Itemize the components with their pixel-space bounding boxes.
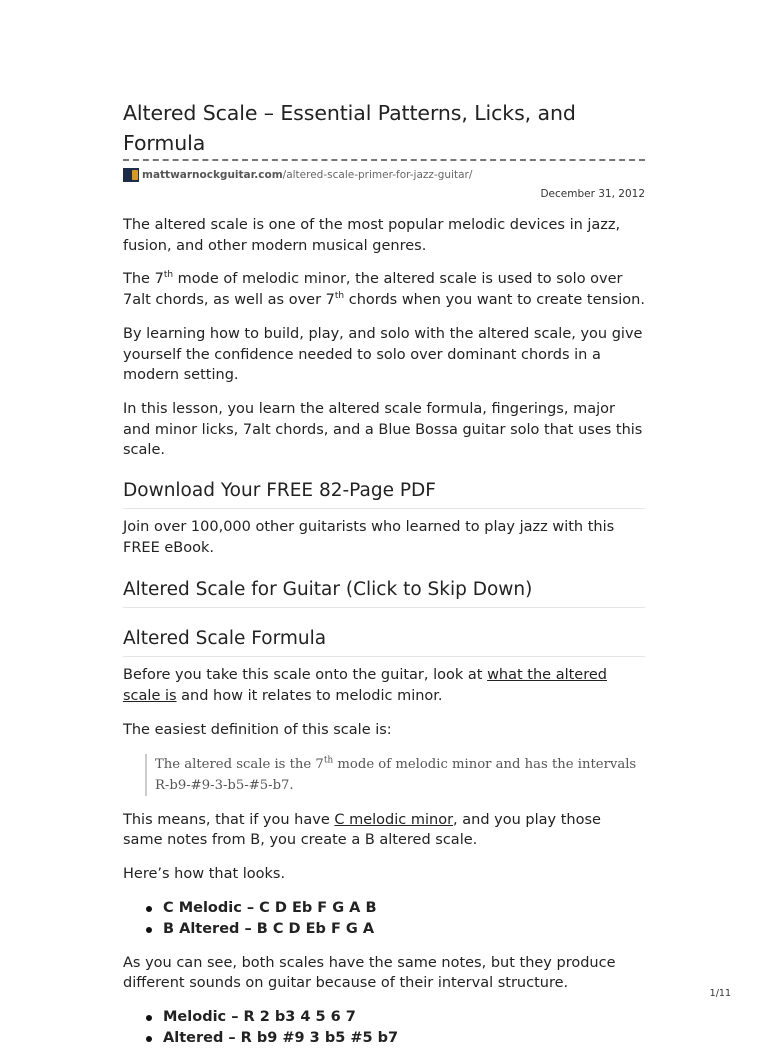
formula-paragraph-3: This means, that if you have C melodic minor, and you play those same notes from B, you create a B altered scale.: [123, 811, 601, 849]
download-heading: Download Your FREE 82-Page PDF: [123, 478, 645, 509]
site-favicon-icon: [123, 168, 139, 182]
intro-paragraph-3: By learning how to build, play, and solo with the altered scale, you give yourself the confidence needed to solo over dominant chords in a modern setting.: [123, 325, 643, 384]
list-item: Melodic – R 2 b3 4 5 6 7: [163, 1007, 645, 1028]
download-text: Join over 100,000 other guitarists who learned to play jazz with this FREE eBook.: [123, 519, 615, 556]
source-domain[interactable]: mattwarnockguitar.com: [142, 169, 283, 181]
definition-quote: The altered scale is the 7th mode of melodic minor and has the intervals R-b9-#9-3-b5-#5-b7.: [145, 754, 645, 796]
formula-heading: Altered Scale Formula: [123, 626, 645, 657]
list-item: C Melodic – C D Eb F G A B: [163, 898, 645, 919]
scale-notes-list: [123, 898, 645, 940]
formula-paragraph-5: As you can see, both scales have the same notes, but they produce different sounds on guitar because of their interval structure.: [123, 954, 616, 992]
list-item: Altered – R b9 #9 3 b5 #5 b7: [163, 1028, 645, 1049]
title-divider: [123, 159, 645, 161]
intro-paragraph-2: The 7th mode of melodic minor, the altered scale is used to solo over 7alt chords, as well as over 7th chords when you want to create tension.: [123, 270, 645, 309]
page-number: 1/11: [709, 988, 731, 999]
formula-paragraph-4: Here’s how that looks.: [123, 865, 286, 882]
c-melodic-minor-link[interactable]: C melodic minor: [334, 811, 454, 828]
altered-scale-link[interactable]: what the altered scale is: [123, 667, 607, 705]
intro-paragraph-4: In this lesson, you learn the altered scale formula, fingerings, major and minor licks, 7alt chords, and a Blue Bossa guitar solo that uses this scale.: [123, 400, 643, 459]
formula-paragraph-1: Before you take this scale onto the guitar, look at what the altered scale is and how it relates to melodic minor.: [123, 667, 607, 705]
article: [123, 98, 645, 1062]
publish-date: December 31, 2012: [540, 188, 645, 200]
source-line: [123, 168, 645, 182]
intro-paragraph-1: The altered scale is one of the most popular melodic devices in jazz, fusion, and other modern musical genres.: [123, 217, 621, 254]
formula-paragraph-2: The easiest definition of this scale is:: [123, 721, 392, 738]
page-title: Altered Scale – Essential Patterns, Licks, and Formula: [123, 101, 576, 155]
skip-down-heading[interactable]: Altered Scale for Guitar (Click to Skip Down): [123, 577, 645, 608]
list-item: B Altered – B C D Eb F G A: [163, 919, 645, 940]
source-path[interactable]: /altered-scale-primer-for-jazz-guitar/: [282, 169, 473, 181]
interval-list: [123, 1007, 645, 1049]
